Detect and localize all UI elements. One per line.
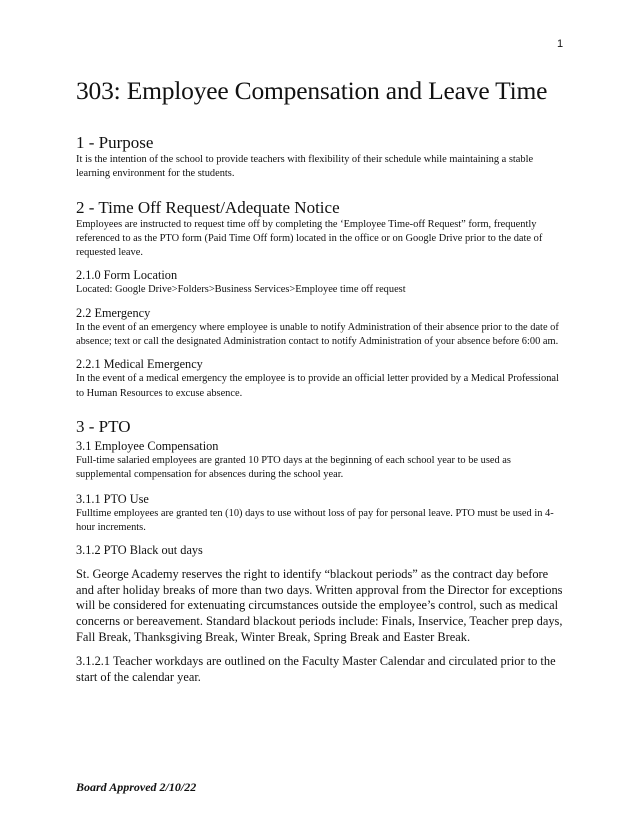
document-body <box>76 133 568 685</box>
subsection-heading-compensation: 3.1 Employee Compensation <box>76 438 219 453</box>
section-purpose <box>76 133 568 182</box>
footer-approval: Board Approved 2/10/22 <box>76 780 197 794</box>
time-off-body: Employees are instructed to request time off by completing the ‘Employee Time-off Request” form, frequently referenced to as the PTO form (Paid Time Off form) located in the office or on Google Drive prior to the date of requested leave. <box>76 218 543 259</box>
teacher-workdays-body: 3.1.2.1 Teacher workdays are outlined on the Faculty Master Calendar and circulated prior to the start of the calendar year. <box>76 654 556 684</box>
page-number: 1 <box>557 38 564 50</box>
medical-body: In the event of a medical emergency the employee is to provide an official letter provided by a Medical Professional to Human Resources to excuse absence. <box>76 373 559 399</box>
section-heading-time-off: 2 - Time Off Request/Adequate Notice <box>76 197 340 217</box>
blackout-body: St. George Academy reserves the right to identify “blackout periods” as the contract day before and after holiday breaks of more than two days. Written approval from the Director for exceptions will be considered for extenuating circumstances outside the employee’s control, such as medical concerns or bereavement. Standard blackout periods include: Finals, Inservice, Teacher prep days, Fall Break, Thanksgiving Break, Winter Break, Spring Break and Easter Break. <box>76 567 563 644</box>
document-title: 303: Employee Compensation and Leave Time <box>76 76 548 105</box>
section-heading-purpose: 1 - Purpose <box>76 133 154 152</box>
emergency-body: In the event of an emergency where employee is unable to notify Administration of their absence prior to the date of absence; text or call the designated Administration contact to notify Administration of your absence before 6:00 am. <box>76 321 559 348</box>
subsection-heading-pto-use: 3.1.1 PTO Use <box>76 491 149 506</box>
compensation-body: Full-time salaried employees are granted 10 PTO days at the beginning of each school year to be used as supplemental compensation for absences during the school year. <box>76 454 511 481</box>
subsection-heading-emergency: 2.2 Emergency <box>76 305 151 320</box>
subsection-heading-medical: 2.2.1 Medical Emergency <box>76 357 203 372</box>
section-heading-pto: 3 - PTO <box>76 416 131 436</box>
subsection-heading-form-location: 2.1.0 Form Location <box>76 268 178 283</box>
purpose-body: It is the intention of the school to provide teachers with flexibility of their schedule while maintaining a stable learning environment for the students. <box>76 154 534 180</box>
section-pto <box>76 417 568 685</box>
form-location-body: Located: Google Drive>Folders>Business Services>Employee time off request <box>76 284 406 296</box>
pto-use-body: Fulltime employees are granted ten (10) days to use without loss of pay for personal leave. PTO must be used in 4-hour increments. <box>76 507 554 533</box>
section-time-off <box>76 198 568 401</box>
subsection-heading-blackout: 3.1.2 PTO Black out days <box>76 543 203 558</box>
